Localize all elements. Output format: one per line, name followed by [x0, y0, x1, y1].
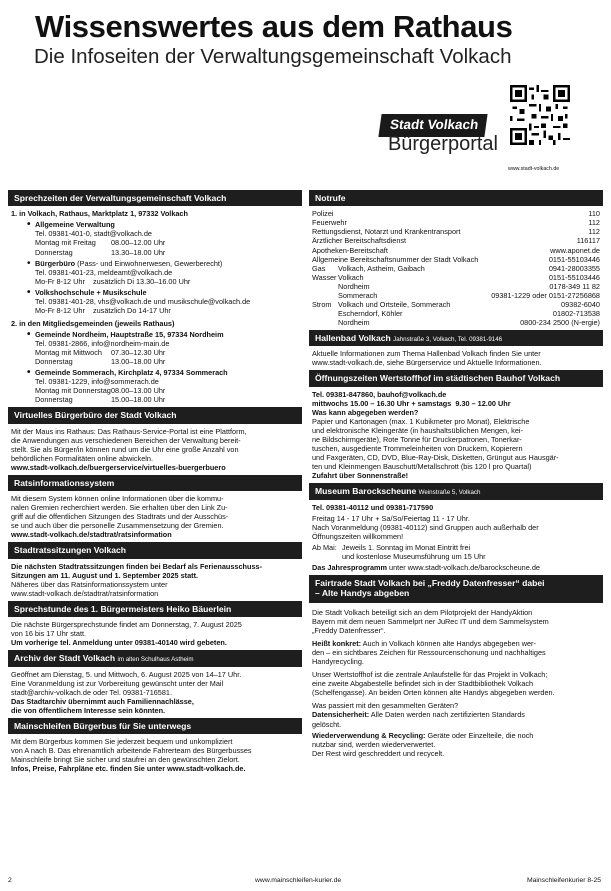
- museum-abmai-1: Jeweils 1. Sonntag im Monat Eintritt frei: [342, 542, 471, 552]
- notruf-number: 110: [588, 209, 600, 219]
- museum-line: Nach Voranmeldung (09381-40112) sind Gruppen auch außerhalb der: [312, 522, 539, 532]
- buergermeister-section: [8, 617, 302, 650]
- allg-contact: Tel. 09381-401-0, stadt@volkach.de: [35, 229, 152, 239]
- section-title-sprechzeiten: Sprechzeiten der Verwaltungsgemeinschaft Volkach: [8, 190, 302, 206]
- ris-line: Mit diesem System können online Informationen über die kommu-: [11, 494, 224, 504]
- notruf-row: [312, 246, 600, 255]
- museum-phone: Tel. 09381-40112 und 09381-717590: [312, 502, 434, 512]
- allg-time-1: 08.00–12.00 Uhr: [111, 238, 166, 248]
- notruf-row: [312, 236, 600, 245]
- logo-bottom-text: Bürgerportal: [387, 133, 498, 155]
- notruf-number: 01802-713538: [552, 308, 600, 318]
- notruf-row: [312, 273, 600, 282]
- fair-line: eine zweite Abgabestelle befindet sich in der Stadtbibliothek Volkach: [312, 679, 534, 689]
- notruf-label: Rettungsdienst, Notarzt und Krankentransport: [312, 227, 461, 237]
- page-number: 2: [8, 877, 12, 884]
- nh-time-1: 07.30–12.30 Uhr: [111, 347, 166, 357]
- left-column: [8, 190, 302, 776]
- notruf-number: 0800-234 2500 (N-ergie): [520, 317, 600, 327]
- archiv-title: Archiv der Stadt Volkach: [14, 653, 116, 664]
- sh-day-1: Montag mit Donnerstag: [35, 386, 111, 396]
- museum-abmai: Ab Mai:: [312, 542, 337, 552]
- ris-line: se und auch über die personelle Zusammensetzung der Gremien.: [11, 521, 224, 531]
- notruf-label: Volkach und Ortsteile, Sommerach: [338, 299, 451, 309]
- wertstoff-line: Papier und Kartonagen (max. 1 Kubikmeter pro Monat), Elektrische: [312, 416, 530, 426]
- virtuell-link[interactable]: www.stadt-volkach.de/buergerservice/virtuelles-buergerbuero: [11, 462, 226, 472]
- notruf-row: [312, 282, 600, 291]
- bb-title: Bürgerbüro: [35, 258, 76, 268]
- bm-phone: Um vorherige tel. Anmeldung unter 09381-40140 wird gebeten.: [11, 638, 227, 648]
- fair-line: den – ein sichtbares Zeichen für Ressourcenschonung und nachhaltiges: [312, 648, 546, 658]
- notruf-label: Apotheken-Bereitschaft: [312, 245, 388, 255]
- archiv-line: Eine Voranmeldung ist zur Vorbereitung gewünscht unter der Mail: [11, 678, 224, 688]
- stadtrat-section: [8, 559, 302, 601]
- vhs-hours: Mo-Fr 8-12 Uhr zusätzlich Do 14-17 Uhr: [35, 305, 171, 315]
- notruf-key: Gas: [312, 263, 326, 273]
- notruf-label: Ärztlicher Bereitschaftsdienst: [312, 236, 407, 246]
- archiv-bold: die von öffentlichem Interesse sein könnten.: [11, 705, 166, 715]
- ris-section: [8, 491, 302, 542]
- buergerportal-logo[interactable]: [352, 110, 500, 160]
- museum-abmai-2: und kostenlose Museumsführung um 15 Uhr: [342, 551, 486, 561]
- fair-line: Der Rest wird geschreddert und recycelt.: [312, 748, 445, 758]
- section-title-notrufe: Notrufe: [309, 190, 603, 206]
- footer-url[interactable]: www.mainschleifen-kurier.de: [255, 877, 342, 884]
- page-subtitle: Die Infoseiten der Verwaltungsgemeinschaft Volkach: [34, 45, 512, 68]
- section-title-buergerbus: Mainschleifen Bürgerbus für Sie unterwegs: [8, 718, 302, 734]
- wertstoff-zufahrt: Zufahrt über Sonnenstraße!: [312, 471, 409, 481]
- notruf-key: Strom: [312, 299, 332, 309]
- ris-line: nalen Gremien recherchiert werden. Sie erhalten über den Link Zu-: [11, 503, 228, 513]
- allg-day-1: Montag mit Freitag: [35, 238, 96, 248]
- museum-address: Weinstraße 5, Volkach: [418, 489, 481, 497]
- notruf-label: Escherndorf, Köhler: [338, 308, 403, 318]
- notruf-row: [312, 291, 600, 300]
- qr-code-icon[interactable]: [510, 85, 570, 145]
- sh-time-2: 15.00–18.00 Uhr: [111, 395, 166, 405]
- allg-title: • Allgemeine Verwaltung: [23, 220, 299, 229]
- fair-line: Unser Wertstoffhof ist die zentrale Anlaufstelle für das Projekt in Volkach;: [312, 670, 548, 680]
- notruf-label: Polizei: [312, 209, 334, 219]
- notruf-number: 0178-349 11 82: [549, 281, 600, 291]
- fair-question: Was passiert mit den gesammelten Geräten?: [312, 701, 459, 711]
- notruf-label: Allgemeine Bereitschaftsnummer der Stadt Volkach: [312, 254, 479, 264]
- wertstoff-contact: Tel. 09381-847860, bauhof@volkach.de: [312, 389, 447, 399]
- wertstoffhof-section: [309, 387, 603, 483]
- sommerach-contact: Tel. 09381-1229, info@sommerach.de: [35, 377, 159, 387]
- notruf-row: [312, 227, 600, 236]
- notruf-number: 116117: [576, 236, 600, 246]
- fair-line: (Schelfengasse). An beiden Orten können alte Handys abgegeben werden.: [312, 688, 555, 698]
- hallenbad-title: Hallenbad Volkach: [315, 332, 391, 343]
- notruf-label: Nordheim: [338, 317, 370, 327]
- bb-hours: Mo-Fr 8-12 Uhr zusätzlich Di 13.30–16.00 Uhr: [35, 276, 191, 286]
- notruf-row: [312, 218, 600, 227]
- fair-line: gelöscht.: [312, 719, 342, 729]
- notruf-row: [312, 309, 600, 318]
- hallenbad-section: [309, 346, 603, 370]
- notruf-number: 0941-28003355: [548, 263, 600, 273]
- nh-time-2: 13.00–18.00 Uhr: [111, 357, 166, 367]
- wertstoff-line: und Faxgeräten, CD, DVD, Blue-Ray-Disk, Disketten, Grüngut aus Hausgär-: [312, 453, 559, 463]
- notrufe-section: [309, 206, 603, 330]
- museum-title: Museum Barockscheune: [315, 486, 417, 497]
- notruf-row: [312, 264, 600, 273]
- notruf-number: 09381-1229 oder 0151-27256868: [491, 290, 600, 300]
- fair-line: Alle Daten werden nach zertifizierten Standards: [369, 710, 525, 720]
- wertstoff-line: tuschen, ausgediente Trommeleinheiten von Druckern, Kopierern: [312, 444, 523, 454]
- notruf-number: 0151-55103446: [548, 272, 600, 282]
- page-title: Wissenswertes aus dem Rathaus: [35, 9, 513, 44]
- archiv-line: stadt@archiv-volkach.de oder Tel. 09381-716581.: [11, 687, 173, 697]
- fair-title-line-2: – Alte Handys abgeben: [315, 588, 410, 599]
- logo-top-text: Stadt Volkach: [378, 114, 487, 137]
- fair-line: „Freddy Datenfresser“.: [312, 626, 386, 636]
- notruf-label: Feuerwehr: [312, 218, 347, 228]
- fair-line: Handyrecycling.: [312, 657, 364, 667]
- nh-day-2: Donnerstag: [35, 357, 73, 367]
- fair-line: Bayern mit dem neuen Sammelprt ner JuRec IT und dem Sammelsystem: [312, 617, 549, 627]
- section-title-museum: [309, 483, 603, 499]
- qr-url[interactable]: www.stadt-volkach.de: [508, 166, 560, 172]
- sh-time-1: 08.00–13.00 Uhr: [111, 386, 166, 396]
- page-footer: [8, 877, 603, 889]
- notruf-label: Volkach, Astheim, Gaibach: [338, 263, 425, 273]
- section-title-archiv: [8, 650, 302, 666]
- notruf-row: [312, 300, 600, 309]
- right-column: [309, 190, 603, 761]
- bus-line: Mit dem Bürgerbus kommen Sie jederzeit bequem und unkompliziert: [11, 737, 233, 747]
- wertstoff-line: ten und Kleinmengen Bauschutt/Metallschrott (bis 120 l pro Quartal): [312, 462, 532, 472]
- section-title-virtuell: Virtuelles Bürgerbüro der Stadt Volkach: [8, 407, 302, 423]
- notruf-number: 09382-6040: [561, 299, 600, 309]
- virtuell-line: stellt. Sie als Bürger/in können rund um die Uhr eine große Anzahl von: [11, 444, 239, 454]
- wertstoff-line: und elektronische Kleingeräte (in haushaltsüblichen Mengen, kei-: [312, 425, 523, 435]
- section-title-fairtrade: [309, 575, 603, 603]
- stadtrat-note: Näheres über das Ratsinformationssystem unter: [11, 579, 168, 589]
- hallenbad-line: www.stadt-volkach.de, siehe Bürgerservice und Aktuelle Informationen.: [312, 358, 542, 368]
- vhs-title: • Volkshochschule + Musikschule: [23, 288, 299, 297]
- wertstoff-line: ne Bildschirmgeräte), Rote Tonne für Druckerpatronen, Tonerkar-: [312, 435, 522, 444]
- fair-line: nutzbar sind, werden wiederverwertet.: [312, 739, 436, 749]
- fair-bold: Datensicherheit:: [312, 710, 370, 720]
- notruf-key: Wasser: [312, 272, 337, 282]
- wertstoff-question: Was kann abgegeben werden?: [312, 407, 419, 417]
- virtuell-section: [8, 424, 302, 475]
- mitglied-heading: 2. in den Mitgliedsgemeinden (jeweils Rathaus): [11, 318, 175, 328]
- hallenbad-line: Aktuelle Informationen zum Thema Hallenbad Volkach finden Sie unter: [312, 349, 541, 359]
- nordheim-title: • Gemeinde Nordheim, Hauptstraße 15, 97334 Nordheim: [23, 330, 299, 339]
- archiv-line: Geöffnet am Dienstag, 5. und Mittwoch, 6. August 2025 von 14–17 Uhr.: [11, 669, 242, 679]
- hallenbad-address: Jahnstraße 3, Volkach, Tel. 09381-9146: [393, 335, 503, 343]
- notruf-number: 112: [588, 227, 600, 237]
- fair-title-line-1: Fairtrade Stadt Volkach bei „Freddy Datenfresser“ dabei: [315, 578, 545, 588]
- bus-line: von A nach B. Das ehrenamtlich arbeitende Fahrerteam des Bürgerbusses: [11, 746, 252, 756]
- vhs-contact: Tel. 09381-401-28, vhs@volkach.de und musikschule@volkach.de: [35, 296, 251, 306]
- museum-line: Freitag 14 - 17 Uhr + Sa/So/Feiertag 11 - 17 Uhr.: [312, 513, 470, 523]
- footer-issue: Mainschleifenkurier 8-25: [526, 877, 601, 884]
- notruf-label: Sommerach: [338, 290, 378, 300]
- wertstoff-hours: mittwochs 15.00 – 16.30 Uhr + samstags 9.30 – 12.00 Uhr: [312, 398, 511, 408]
- virtuell-line: behördlichen Formalitäten online abwickeln.: [11, 453, 153, 463]
- notruf-row: [312, 209, 600, 218]
- notruf-label: Nordheim: [338, 281, 370, 291]
- bus-info: Infos, Preise, Fahrpläne etc. finden Sie unter www.stadt-volkach.de.: [11, 764, 246, 774]
- section-title-hallenbad: [309, 330, 603, 346]
- notruf-label: Volkach: [338, 272, 364, 282]
- sh-day-2: Donnerstag: [35, 395, 73, 405]
- fair-line: Auch in Volkach können alte Handys abgegeben wer-: [361, 639, 536, 649]
- archiv-bold: Das Stadtarchiv übernimmt auch Familiennachlässe,: [11, 696, 194, 706]
- fair-line: Geräte oder Einzelteile, die noch: [425, 730, 534, 740]
- bb-note: (Pass- und Einwohnerwesen, Gewerberecht): [75, 258, 223, 268]
- section-title-buergermeister: Sprechstunde des 1. Bürgermeisters Heiko Bäuerlein: [8, 601, 302, 617]
- virtuell-line: Mit der Maus ins Rathaus: Das Rathaus-Service-Portal ist eine Plattform,: [11, 426, 247, 436]
- nh-day-1: Montag mit Mittwoch: [35, 347, 102, 357]
- notruf-row: [312, 318, 600, 327]
- buergerbus-section: [8, 734, 302, 776]
- bm-line: von 16 bis 17 Uhr statt.: [11, 629, 87, 639]
- museum-program-link[interactable]: unter www.stadt-volkach.de/barockscheune.de: [387, 562, 540, 572]
- notruf-row: [312, 255, 600, 264]
- volkach-heading: 1. in Volkach, Rathaus, Marktplatz 1, 97332 Volkach: [11, 209, 188, 219]
- notruf-number[interactable]: www.aponet.de: [550, 245, 600, 255]
- fair-line: Die Stadt Volkach beteiligt sich an dem Pilotprojekt der HandyAktion: [312, 608, 533, 617]
- fair-bold: Heißt konkret:: [312, 639, 362, 649]
- section-title-stadtrat: Stadtratssitzungen Volkach: [8, 542, 302, 558]
- allg-time-2: 13.30–18.00 Uhr: [111, 247, 166, 257]
- museum-section: [309, 500, 603, 575]
- virtuell-line: die Anwendungen aus verschiedenen Bereichen der Verwaltung bereit-: [11, 435, 241, 445]
- stadtrat-line: Die nächsten Stadtratssitzungen finden bei Bedarf als Ferienausschuss-: [11, 561, 262, 571]
- section-title-ris: Ratsinformationssystem: [8, 475, 302, 491]
- fairtrade-section: [309, 603, 603, 761]
- museum-program-label: Das Jahresprogramm: [312, 562, 388, 572]
- stadtrat-link[interactable]: www.stadt-volkach.de/stadtrat/ratsinformation: [11, 588, 159, 598]
- sommerach-title: • Gemeinde Sommerach, Kirchplatz 4, 97334 Sommerach: [23, 368, 299, 377]
- section-title-wertstoffhof: Öffnungszeiten Wertstoffhof im städtischen Bauhof Volkach: [309, 370, 603, 386]
- ris-link[interactable]: www.stadt-volkach.de/stadtrat/ratsinformation: [11, 530, 172, 540]
- page-header: [0, 0, 611, 185]
- fair-bold: Wiederverwendung & Recycling:: [312, 730, 426, 740]
- notruf-number: 112: [588, 218, 600, 228]
- nordheim-contact: Tel. 09381-2866, info@nordheim-main.de: [35, 338, 170, 348]
- stadtrat-line: Sitzungen am 11. August und 1. September 2025 statt.: [11, 570, 199, 580]
- archiv-section: [8, 667, 302, 718]
- bm-line: Die nächste Bürgersprechstunde findet am Donnerstag, 7. August 2025: [11, 620, 242, 630]
- allg-day-2: Donnerstag: [35, 247, 73, 257]
- bus-line: Mainschleife bringt Sie sicher und staufrei an den gewünschten Zielort.: [11, 755, 240, 765]
- archiv-location: im alten Schulhaus Astheim: [117, 656, 194, 664]
- museum-line: Öffnungszeiten willkommen!: [312, 531, 404, 541]
- sprechzeiten-section: [8, 206, 302, 407]
- notruf-number: 0151-55103446: [548, 254, 600, 264]
- bb-contact: Tel. 09381-401-23, meldeamt@volkach.de: [35, 267, 173, 277]
- ris-line: griff auf die öffentlichen Sitzungen des Stadtrats und der Ausschüs-: [11, 512, 229, 522]
